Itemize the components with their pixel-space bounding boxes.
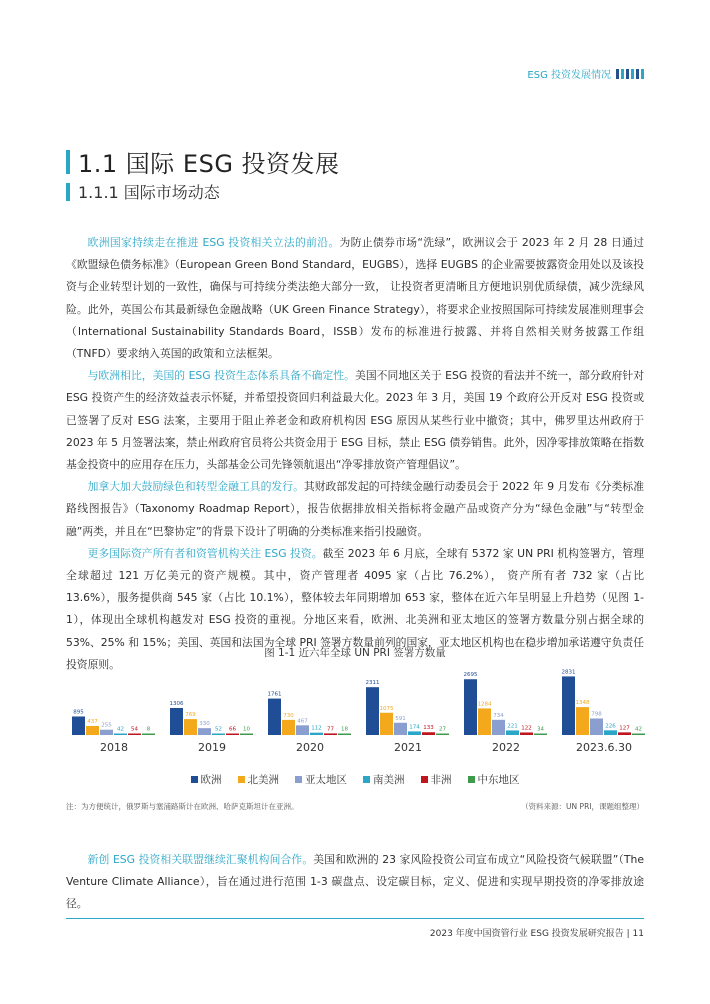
- paragraph-lead: 欧洲国家持续走在推进 ESG 投资相关立法的前沿。: [87, 236, 340, 249]
- chart-bar: [590, 718, 603, 735]
- bar-value-label: 52: [215, 726, 222, 733]
- legend-swatch: [421, 776, 428, 783]
- paragraph-text: 美国不同地区关于 ESG 投资的看法并不统一，部分政府针对 ESG 投资产生的经济效益表示怀疑，并希望投资回归利益最大化。2023 年 3 月，美国 19 个政府公开反对 ESG 投资或已签署了反对 ESG 法案，主要用于阻止养老金和政府机构因 ESG 原因从某些行业中撤资；其中，佛罗里达州政府于 2023 年 5 月签署法案，禁止州政府官员将公共资金用于 ESG 目标，禁止 ESG 债券销售。此外，因净零排放策略在指数基金投资中的应用存在压力，头部基金公司先锋领航退出“净零排放资产管理倡议”。: [66, 369, 645, 472]
- body-text: [66, 232, 645, 679]
- bar-chart: [60, 664, 650, 768]
- paragraph-lead: 新创 ESG 投资相关联盟继续汇聚机构间合作。: [87, 853, 314, 866]
- chart-bar: [296, 725, 309, 735]
- bar-value-label: 591: [395, 715, 406, 722]
- legend-label: 亚太地区: [305, 774, 347, 786]
- chart-bar: [184, 719, 197, 735]
- chart-bar: [240, 734, 253, 736]
- paragraph: [66, 365, 644, 476]
- chart-bar: [86, 726, 99, 735]
- x-tick-label: 2020: [296, 741, 324, 754]
- page-footer: 2023 年度中国资管行业 ESG 投资发展研究报告 | 11: [429, 929, 644, 939]
- legend-label: 南美洲: [373, 774, 405, 786]
- figure-source: （资料来源：UN PRI，课题组整理）: [521, 802, 644, 811]
- bar-value-label: 2831: [561, 669, 576, 676]
- chart-bar: [100, 730, 113, 735]
- chart-bar: [310, 733, 323, 735]
- bar-value-label: 221: [507, 723, 518, 730]
- paragraph-lead: 加拿大加大鼓励绿色和转型金融工具的发行。: [87, 480, 304, 494]
- chart-bar: [520, 732, 533, 735]
- x-tick-label: 2021: [394, 741, 422, 754]
- bar-value-label: 330: [199, 721, 210, 728]
- bar-value-label: 1284: [477, 701, 492, 708]
- chart-bar: [72, 716, 85, 735]
- bar-value-label: 42: [635, 726, 642, 733]
- legend-label: 欧洲: [200, 774, 222, 786]
- paragraph: [66, 476, 644, 543]
- chart-bar: [534, 734, 547, 736]
- chart-bar: [128, 734, 141, 736]
- chart-bar: [380, 713, 393, 735]
- bar-value-label: 10: [243, 726, 250, 733]
- section-heading-text: 1.1 国际 ESG 投资发展: [78, 150, 340, 178]
- x-tick-label: 2019: [198, 741, 226, 754]
- paragraph-lead: 与欧洲相比，美国的 ESG 投资生态体系具备不确定性。: [87, 369, 355, 383]
- legend-item: [191, 772, 222, 787]
- chart-bar: [506, 730, 519, 735]
- paragraph-text: 美国和欧洲的 23 家风险投资公司宣布成立“风险投资气候联盟”（The Venture Climate Alliance），旨在通过进行范围 1-3 碳盘点、设定碳目标，定义、促进和实现早期投资的净零排放途径。: [66, 853, 645, 911]
- chart-bar: [142, 734, 155, 736]
- running-header: [527, 66, 644, 81]
- chart-bar: [604, 730, 617, 735]
- bar-value-label: 112: [311, 725, 322, 732]
- bar-value-label: 133: [423, 725, 434, 732]
- chart-bar: [366, 687, 379, 735]
- legend-label: 北美洲: [247, 774, 279, 786]
- footer-divider: [66, 918, 644, 919]
- bar-value-label: 8: [146, 726, 151, 733]
- bar-value-label: 1075: [379, 705, 394, 712]
- chart-bar: [576, 707, 589, 735]
- x-tick-label: 2023.6.30: [576, 741, 632, 754]
- chart-bar: [282, 720, 295, 735]
- bar-value-label: 54: [131, 726, 138, 733]
- subsection-heading: [66, 180, 220, 203]
- legend-swatch: [468, 776, 475, 783]
- header-bars-decoration: [616, 69, 644, 79]
- legend-label: 非洲: [430, 774, 452, 786]
- bar-value-label: 127: [619, 725, 630, 732]
- bar-value-label: 437: [87, 718, 98, 725]
- bar-value-label: 34: [537, 726, 544, 733]
- chart-bar: [408, 731, 421, 735]
- bar-value-label: 1306: [169, 700, 184, 707]
- chart-bar: [268, 699, 281, 735]
- heading-accent-bar: [66, 150, 70, 174]
- legend-swatch: [363, 776, 370, 783]
- chart-legend: [0, 772, 710, 787]
- legend-swatch: [191, 776, 198, 783]
- bar-value-label: 798: [591, 711, 602, 718]
- bar-value-label: 1761: [267, 691, 282, 698]
- bar-value-label: 255: [101, 722, 112, 729]
- chart-bar: [632, 734, 645, 736]
- bar-value-label: 66: [229, 726, 236, 733]
- chart-bar: [436, 734, 449, 736]
- x-tick-label: 2022: [492, 741, 520, 754]
- figure-note: 注：为方便统计，俄罗斯与塞浦路斯计在欧洲、哈萨克斯坦计在亚洲。: [66, 802, 299, 811]
- figure-title: 图 1-1 近六年全球 UN PRI 签署方数量: [264, 647, 446, 659]
- legend-item: [421, 772, 452, 787]
- chart-bar: [338, 734, 351, 736]
- running-header-text: ESG 投资发展情况: [527, 70, 611, 81]
- chart-bar: [198, 728, 211, 735]
- legend-item: [363, 772, 405, 787]
- body-text-continued: [66, 849, 644, 916]
- bar-value-label: 2695: [463, 672, 478, 679]
- chart-bar: [394, 723, 407, 735]
- bar-value-label: 174: [409, 724, 420, 731]
- bar-value-label: 895: [73, 709, 84, 716]
- legend-item: [295, 772, 347, 787]
- chart-bar: [464, 679, 477, 735]
- chart-bar: [114, 734, 127, 736]
- paragraph-text: 为防止债券市场“洗绿”，欧洲议会于 2023 年 2 月 28 日通过《欧盟绿色债务标准》（European Green Bond Standard，EUGBS），选择 EUGBS 的企业需要披露资金用处以及该投资与企业转型计划的一致性，确保与可持续分类法绝大部分一致， 让投资者更清晰且方便地识别优质绿债，减少洗绿风险。此外，英国公布其最新绿色金融战略（UK Green Finance Strategy），将要求企业按照国际可持续发展准则理事会（International Sustainability Standards Board，ISSB）发布的标准进行披露、并将自然相关财务披露工作组（TNFD）要求纳入英国的政策和立法框架。: [66, 236, 644, 361]
- paragraph: [66, 232, 644, 365]
- paragraph: [66, 849, 644, 916]
- bar-value-label: 226: [605, 723, 616, 730]
- bar-value-label: 77: [327, 726, 334, 733]
- legend-swatch: [238, 776, 245, 783]
- chart-bar: [324, 733, 337, 735]
- subheading-accent-bar: [66, 183, 70, 201]
- bar-value-label: 42: [117, 726, 124, 733]
- section-heading: [66, 144, 340, 179]
- subsection-heading-text: 1.1.1 国际市场动态: [78, 183, 220, 202]
- chart-bar: [618, 732, 631, 735]
- bar-value-label: 769: [185, 712, 196, 719]
- paragraph-text: 截至 2023 年 6 月底，全球有 5372 家 UN PRI 机构签署方，管理全球超过 121 万亿美元的资产规模。其中，资产管理者 4095 家（占比 76.2%）， 资产所有者 732 家（占比 13.6%），服务提供商 545 家（占比 10.1%），整体较去年同期增加 653 家，整体在近六年呈明显上升趋势（见图 1-1），体现出全球机构越发对 ESG 投资的重视。分地区来看，欧洲、北美洲和亚太地区的签署方数量分别占据全球的 53%、25% 和 15%；美国、英国和法国为全球 PRI 签署方数量前列的国家，亚太地区机构也在稳步增加承诺遵守负责任投资原则。: [66, 546, 644, 671]
- legend-item: [468, 772, 520, 787]
- chart-bar: [212, 734, 225, 736]
- bar-value-label: 27: [439, 726, 446, 733]
- bar-value-label: 1348: [575, 700, 590, 707]
- bar-value-label: 2311: [365, 680, 380, 687]
- paragraph-lead: 更多国际资产所有者和资管机构关注 ESG 投资。: [87, 546, 323, 560]
- chart-bar: [562, 676, 575, 735]
- legend-swatch: [295, 776, 302, 783]
- legend-label: 中东地区: [477, 774, 520, 786]
- chart-bar: [226, 734, 239, 736]
- chart-bar: [170, 708, 183, 735]
- bar-value-label: 122: [521, 725, 532, 732]
- chart-bar: [492, 720, 505, 735]
- legend-item: [238, 772, 280, 787]
- chart-bar: [422, 732, 435, 735]
- bar-value-label: 734: [493, 712, 504, 719]
- paragraph-text: 其财政部发起的可持续金融行动委员会于 2022 年 9 月发布《分类标准路线图报告》（Taxonomy Roadmap Report），报告依据排放相关指标将金融产品或资产分为“绿色金融”与“转型金融”两类，并且在“巴黎协定”的背景下设计了明确的分类标准来指引投融资。: [66, 480, 645, 538]
- chart-bar: [478, 708, 491, 735]
- x-tick-label: 2018: [100, 741, 128, 754]
- bar-value-label: 467: [297, 718, 308, 725]
- bar-value-label: 18: [341, 726, 348, 733]
- bar-value-label: 730: [283, 712, 294, 719]
